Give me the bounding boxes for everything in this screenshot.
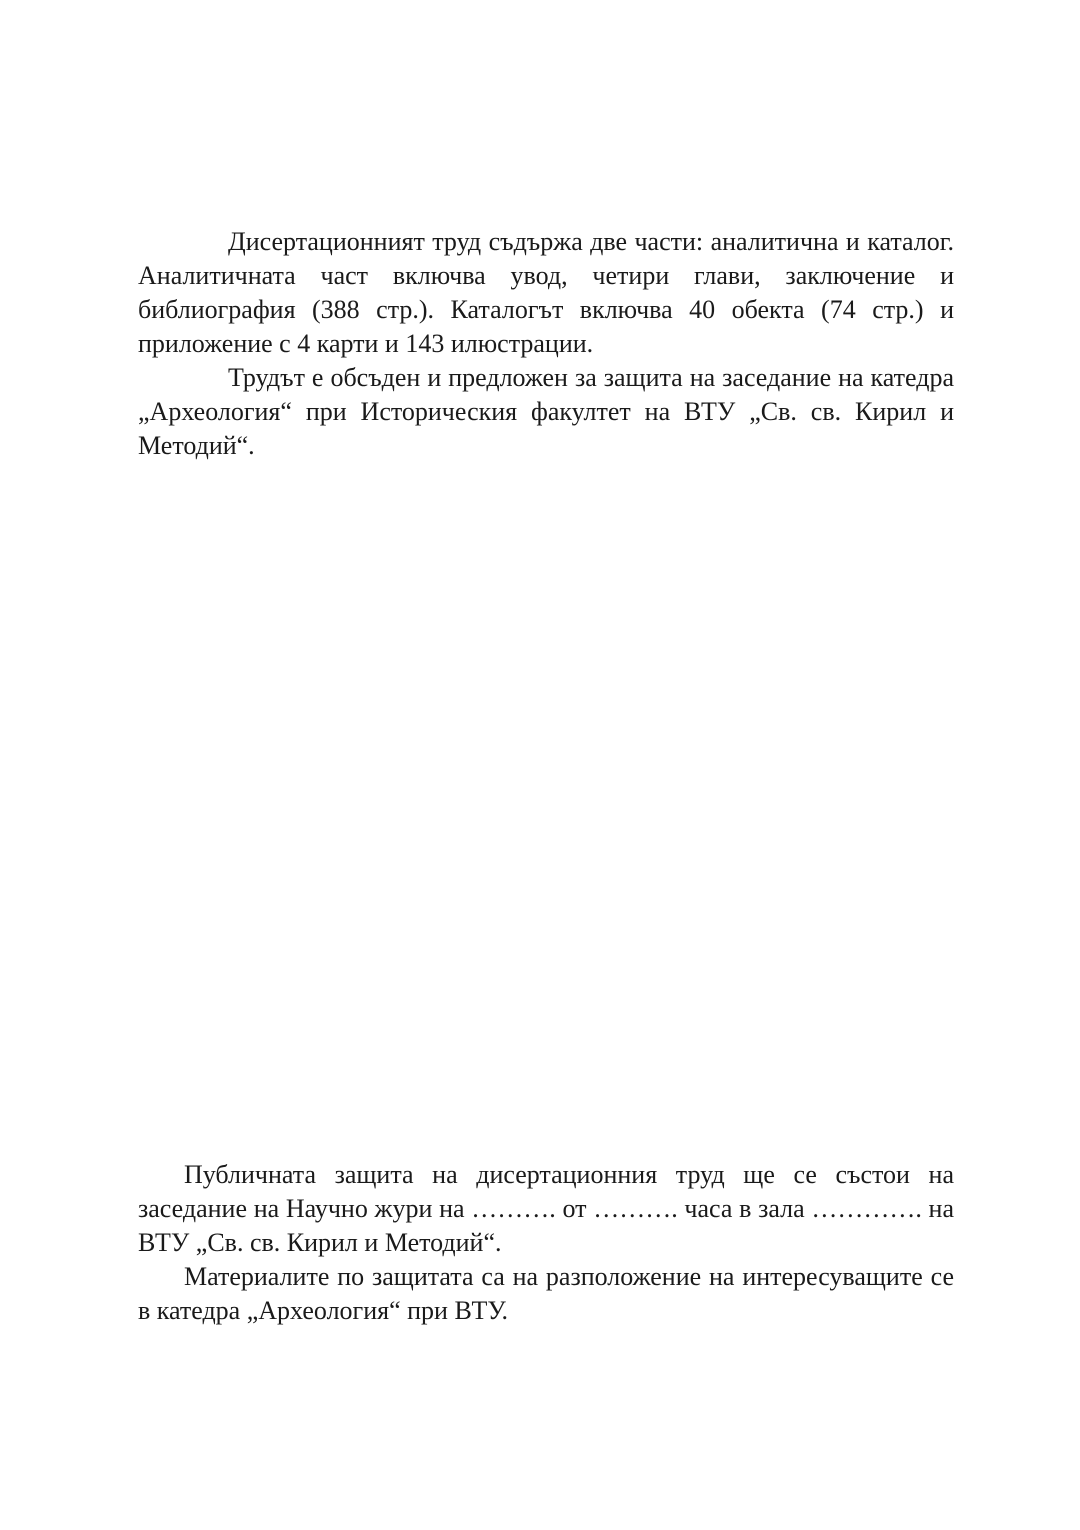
- paragraph-structure: Дисертационният труд съдържа две части: аналитична и каталог. Аналитичната част включва увод, четири глави, заключение и библиография (388 стр.). Каталогът включва 40 обекта (74 стр.) и приложение с 4 карти и 143 илюстрации.: [138, 227, 954, 358]
- dissertation-description: [138, 225, 954, 463]
- paragraph-discussion: Трудът е обсъден и предложен за защита на заседание на катедра „Археология“ при Историческия факултет на ВТУ „Св. св. Кирил и Методий“.: [138, 363, 954, 460]
- paragraph-public-defense: Публичната защита на дисертационния труд ще се състои на заседание на Научно жури на ………. от ………. часа в зала …………. на ВТУ „Св. св. Кирил и Методий“.: [138, 1160, 954, 1257]
- paragraph-materials: Материалите по защитата са на разположение на интересуващите се в катедра „Археология“ при ВТУ.: [138, 1262, 954, 1325]
- defense-announcement: [138, 1158, 954, 1328]
